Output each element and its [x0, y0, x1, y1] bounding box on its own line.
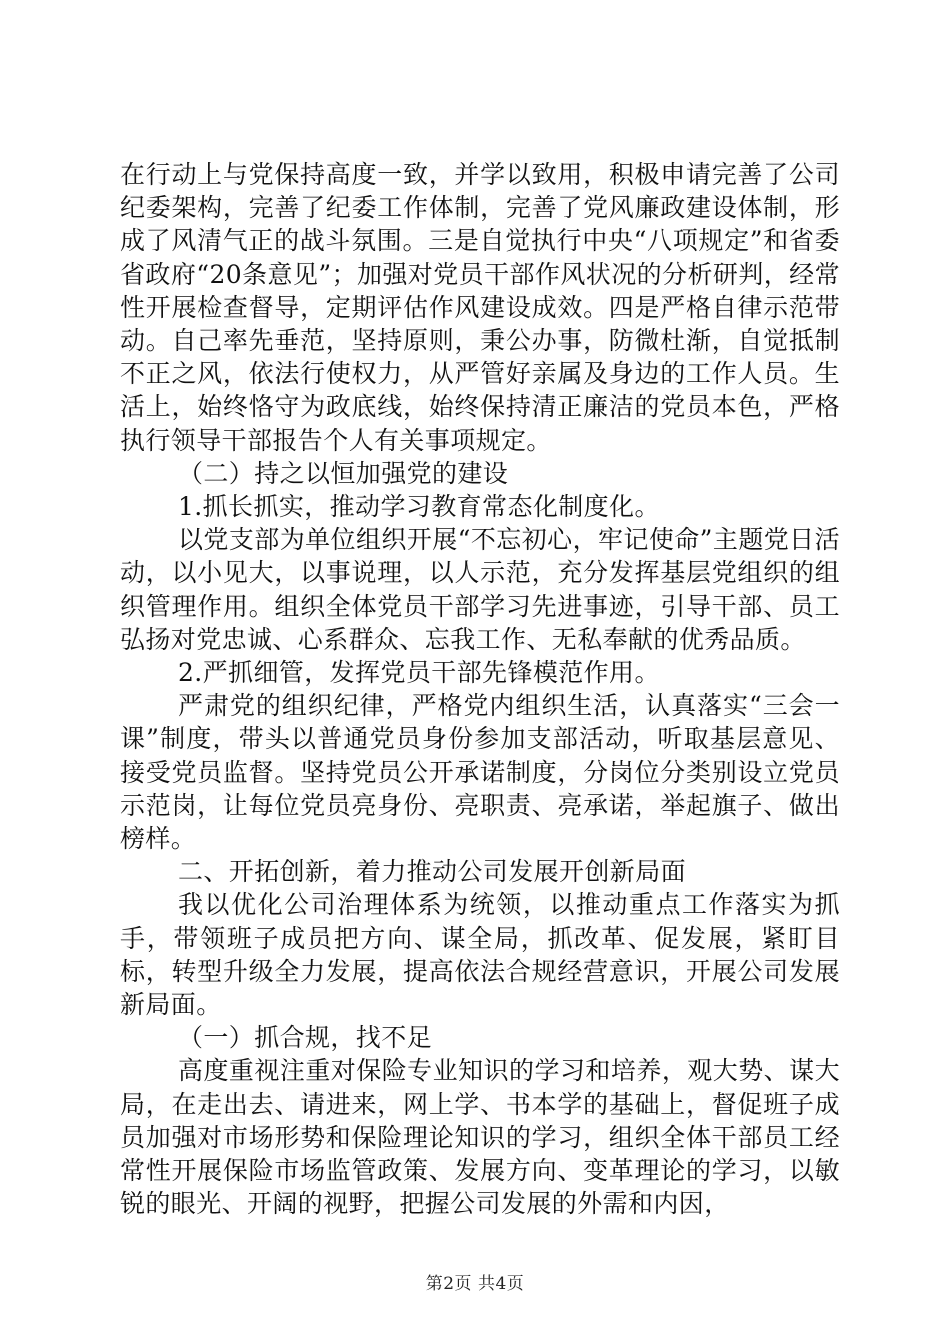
page-footer: 第2页 共4页 — [425, 1274, 525, 1294]
paragraph-innovation: 我以优化公司治理体系为统领，以推动重点工作落实为抓手，带领班子成员把方向、谋全局，抓改革、促发展，紧盯目标，转型升级全力发展，提高依法合规经营意识，开展公司发展新局面。 — [120, 890, 840, 1020]
subheading-vanguard-role: 2.严抓细管，发挥党员干部先锋模范作用。 — [178, 658, 660, 688]
paragraph-study-education: 以党支部为单位组织开展“不忘初心，牢记使命”主题党日活动，以小见大，以事说理，以人示范，充分发挥基层党组织的组织管理作用。组织全体党员干部学习先进事迹，引导干部、员工弘扬对党忠诚、心系群众、忘我工作、无私奉献的优秀品质。 — [120, 525, 840, 654]
subheading-compliance: （一）抓合规，找不足 — [178, 1023, 433, 1053]
section-heading-innovation: 二、开拓创新，着力推动公司发展开创新局面 — [178, 857, 687, 887]
subheading-study-education: 1.抓长抓实，推动学习教育常态化制度化。 — [178, 492, 660, 522]
section-heading-party-building: （二）持之以恒加强党的建设 — [178, 458, 509, 488]
paragraph-continuation: 在行动上与党保持高度一致，并学以致用，积极申请完善了公司纪委架构，完善了纪委工作体制，完善了党风廉政建设体制，形成了风清气正的战斗氛围。三是自觉执行中央“八项规定”和省委省政府“20条意见”；加强对党员干部作风状况的分析研判，经常性开展检查督导，定期评估作风建设成效。四是严格自律示范带动。自己率先垂范，坚持原则，秉公办事，防微杜渐，自觉抵制不正之风，依法行使权力，从严管好亲属及身边的工作人员。生活上，始终恪守为政底线，始终保持清正廉洁的党员本色，严格执行领导干部报告个人有关事项规定。 — [120, 160, 840, 455]
paragraph-vanguard-role: 严肃党的组织纪律，严格党内组织生活，认真落实“三会一课”制度，带头以普通党员身份参加支部活动，听取基层意见、接受党员监督。坚持党员公开承诺制度，分岗位分类别设立党员示范岗，让每位党员亮身份、亮职责、亮承诺，举起旗子、做出榜样。 — [120, 691, 840, 854]
paragraph-compliance: 高度重视注重对保险专业知识的学习和培养，观大势、谋大局，在走出去、请进来，网上学、书本学的基础上，督促班子成员加强对市场形势和保险理论知识的学习，组织全体干部员工经常性开展保险市场监管政策、发展方向、变革理论的学习，以敏锐的眼光、开阔的视野，把握公司发展的外需和内因， — [120, 1056, 840, 1219]
document-body — [120, 158, 840, 1221]
